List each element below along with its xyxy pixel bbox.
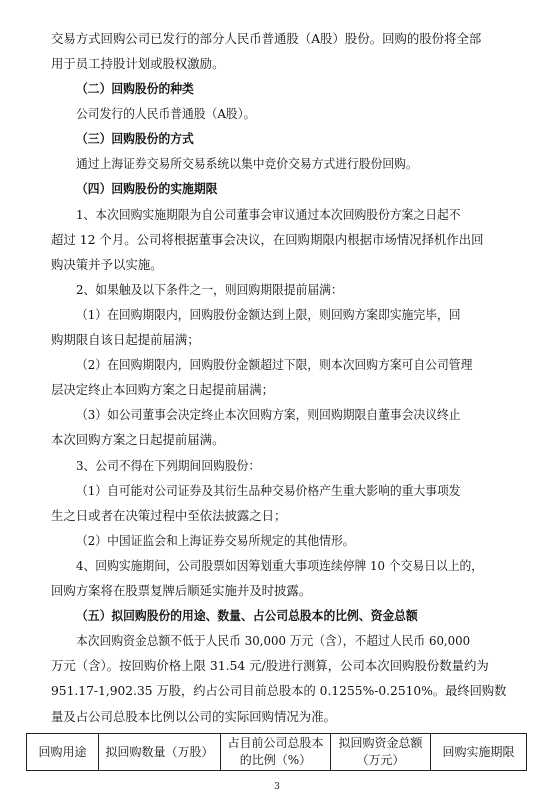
text-line: 公司发行的人民币普通股（A股）。 <box>76 106 256 121</box>
text-line: 交易方式回购公司已发行的部分人民币普通股（A股）股份。回购的股份将全部 <box>51 31 482 46</box>
text-line: 生之日或者在决策过程中至依法披露之日； <box>51 508 287 523</box>
table-header-cell: 占目前公司总股本的比例（%） <box>221 734 331 771</box>
text-line: 3、公司不得在下列期间回购股份： <box>76 458 261 473</box>
text-line: 1、本次回购实施期限为自公司董事会审议通过本次回购股份方案之日起不 <box>76 207 461 222</box>
table-header-row <box>27 734 527 771</box>
text-line: 购决策并予以实施。 <box>51 257 163 272</box>
table-header-cell: 拟回购资金总额（万元） <box>331 734 431 771</box>
section-heading: （五）拟回购股份的用途、数量、占公司总股本的比例、资金总额 <box>76 608 418 623</box>
text-line: （1）在回购期限内，回购股份金额达到上限，则回购方案即实施完毕，回 <box>76 307 461 322</box>
text-line: 量及占公司总股本比例以公司的实际回购情况为准。 <box>51 709 336 724</box>
text-line: 4、回购实施期间，公司股票如因筹划重大事项连续停牌 10 个交易日以上的， <box>76 558 484 573</box>
page-number: 3 <box>274 782 280 792</box>
table-header-cell: 回购实施期限 <box>431 734 527 771</box>
text-line: （2）中国证监会和上海证券交易所规定的其他情形。 <box>76 533 355 548</box>
section-heading: （三）回购股份的方式 <box>76 131 194 146</box>
repurchase-table <box>26 733 527 771</box>
text-line: 951.17-1,902.35 万股，约占公司目前总股本的 0.1255%-0.2510%。最终回购数 <box>51 683 507 698</box>
text-line: （2）在回购期限内，回购股份金额超过下限，则本次回购方案可自公司管理 <box>76 357 473 372</box>
table-header-cell: 回购用途 <box>27 734 99 771</box>
text-line: 本次回购资金总额不低于人民币 30,000 万元（含），不超过人民币 60,000 <box>76 633 471 648</box>
text-line: 超过 12 个月。公司将根据董事会决议，在回购期限内根据市场情况择机作出回 <box>51 232 484 247</box>
text-line: （1）自可能对公司证券及其衍生品种交易价格产生重大影响的重大事项发 <box>76 483 461 498</box>
section-heading: （二）回购股份的种类 <box>76 81 194 96</box>
text-line: 购期限自该日起提前届满； <box>51 332 200 347</box>
text-line: （3）如公司董事会决定终止本次回购方案，则回购期限自董事会决议终止 <box>76 407 461 422</box>
text-line: 本次回购方案之日起提前届满。 <box>51 432 225 447</box>
text-line: 万元（含）。按回购价格上限 31.54 元/股进行测算，公司本次回购股份数量约为 <box>51 658 489 673</box>
text-line: 用于员工持股计划或股权激励。 <box>51 56 225 71</box>
text-line: 通过上海证券交易所交易系统以集中竞价交易方式进行股份回购。 <box>76 156 418 171</box>
text-line: 2、如果触及以下条件之一，则回购期限提前届满： <box>76 282 343 297</box>
section-heading: （四）回购股份的实施期限 <box>76 181 218 196</box>
text-line: 回购方案将在股票复牌后顺延实施并及时披露。 <box>51 583 312 598</box>
text-line: 层决定终止本回购方案之日起提前届满； <box>51 382 275 397</box>
table-header-cell: 拟回购数量（万股） <box>99 734 221 771</box>
